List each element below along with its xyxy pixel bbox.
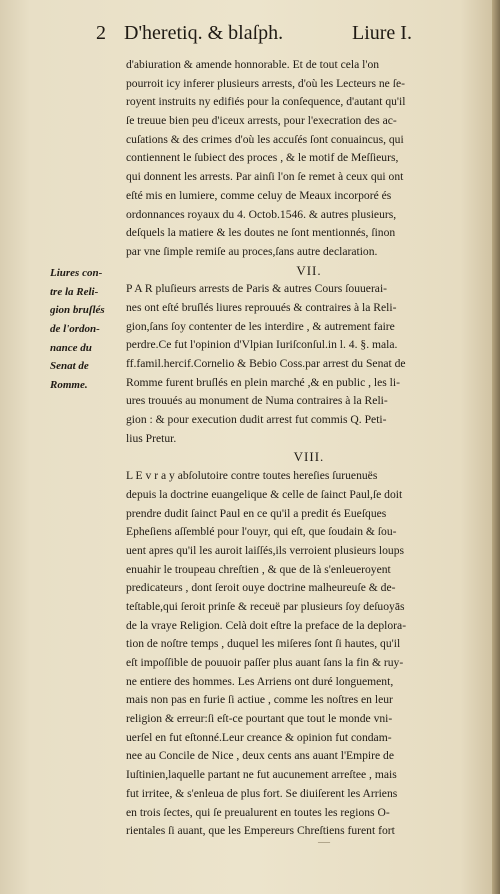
margin-note-line: Senat de xyxy=(50,360,89,373)
text-line: eſt impoſſible de pouuoir paſſer plus auant ſans la fin & ruy- xyxy=(126,656,404,669)
text-line: rientales ſi auant, que les Empereurs Chreſtiens furent fort xyxy=(126,824,395,838)
text-line: lius Pretur. xyxy=(126,431,177,445)
margin-note xyxy=(50,264,124,395)
text-line: enuahir le troupeau chreſtien , & que de là s'enleueroyent xyxy=(126,562,391,576)
text-line: deſquels la matiere & les doutes ne ſont mentionnés, ſinon xyxy=(126,226,396,240)
text-line: teſtable,qui ſeroit prinſe & receuë par plusieurs ſoy deſuoyās xyxy=(126,599,405,613)
text-line: en trois ſectes, qui ſe preualurent en toutes les regions O- xyxy=(126,805,390,819)
section-number: VIII. xyxy=(293,449,325,465)
text-line: d'abiuration & amende honnorable. Et de tout cela l'on xyxy=(126,58,380,71)
text-line: ſe treuue bien peu d'iceux arrests, pour l'execration des ac- xyxy=(126,114,397,128)
text-line: contiennent le ſubiect des proces , & le motif de Meſſieurs, xyxy=(126,151,399,165)
text-line: Iuſtinien,laquelle partant ne fut aucunement arreſtee , mais xyxy=(126,768,397,782)
margin-note-line: de l'ordon- xyxy=(50,323,100,336)
text-line: depuis la doctrine euangelique & celle de ſainct Paul,ſe doit xyxy=(126,487,403,501)
running-title: D'heretiq. & blaſph. xyxy=(124,22,284,44)
page-edge xyxy=(492,0,500,894)
margin-note-line: gion bruſlés xyxy=(50,304,105,317)
text-line: L E v r a y abſolutoire contre toutes hereſies ſuruenuës xyxy=(126,469,378,483)
text-line: predicateurs , dont ſeroit ouye doctrine malheureuſe & de- xyxy=(126,581,396,595)
margin-note-line: nance du xyxy=(50,341,92,354)
text-line: tion de noſtre temps , duquel les miſeres ſont ſi hautes, qu'il xyxy=(126,637,401,651)
text-line: pourroit icy inferer plusieurs arrests, d'où les Lecteurs ne ſe- xyxy=(126,76,405,90)
margin-note-line: Romme. xyxy=(50,379,88,392)
text-line: mais non pas en furie ſi actiue , comme les noſtres en leur xyxy=(126,693,393,707)
text-line: nes ont eſté bruſlés liures reprouués & contraires à la Reli- xyxy=(126,300,397,314)
text-line: ures trouués au monument de Numa contraires à la Reli- xyxy=(126,394,388,408)
running-header xyxy=(96,22,436,48)
text-line: nee au Concile de Nice , deux cents ans auant l'Empire de xyxy=(126,749,394,763)
text-line: gion : & pour execution dudit arrest fut commis Q. Peti- xyxy=(126,413,387,427)
page-number: 2 xyxy=(96,22,106,44)
text-line: ff.famil.hercif.Cornelio & Bebio Coss.par arrest du Senat de xyxy=(126,357,406,370)
margin-note-line: tre la Reli- xyxy=(50,285,99,298)
text-line: fut irritee, & s'enleua de plus fort. Se diuiſerent les Arriens xyxy=(126,786,398,800)
text-line: Romme furent bruſlés en plein marché ,& en public , les li- xyxy=(126,375,400,389)
text-line: Epheſiens aſſemblé pour l'ouyr, qui eſt, que ſoudain & ſou- xyxy=(126,525,397,539)
text-line: perdre.Ce fut l'opinion d'Vlpian Iuriſconſul.in l. 4. §. mala. xyxy=(126,338,398,352)
text-line: royent instruits ny edifiés pour la conſequence, d'autant qu'il xyxy=(126,95,406,109)
text-line: gion,ſans ſoy contenter de les interdire , & autrement faire xyxy=(126,319,395,333)
text-line: religion & erreur:ſi eſt-ce pourtant que tout le monde vni- xyxy=(126,712,393,726)
section-number: VII. xyxy=(296,262,322,278)
text-line: P A R pluſieurs arrests de Paris & autres Cours ſouuerai- xyxy=(126,282,388,296)
text-line: par vne ſimple remiſe au proces,ſans autre declaration. xyxy=(126,244,378,258)
text-line: ordonnances royaux du 4. Octob.1546. & autres plusieurs, xyxy=(126,207,397,221)
text-line: prendre dudit ſainct Paul en ce qu'il a predit és Eueſques xyxy=(126,506,387,520)
text-line: ne entiere des hommes. Les Arriens ont duré longuement, xyxy=(126,674,394,688)
body-text xyxy=(126,56,492,841)
text-line: uent apres qu'il les auroit laiſſés,ils verroient plusieurs loups xyxy=(126,543,405,557)
text-line: eſté mis en lumiere, comme celuy de Meaux incorporé és xyxy=(126,188,392,202)
text-line: uerſel en fut eſtonné.Leur creance & opinion fut condam- xyxy=(126,730,392,744)
text-line: cuſations & des crimes d'où les accuſés ſont conuaincus, qui xyxy=(126,132,404,146)
text-line: de la vraye Religion. Celà doit eſtre la preface de la deplora- xyxy=(126,618,407,632)
text-line: qui donnent les arrests. Par ainſi l'on ſe remet à ceux qui ont xyxy=(126,170,404,184)
footer-mark: — xyxy=(318,834,330,848)
book-label: Liure I. xyxy=(352,22,412,44)
margin-note-line: Liures con- xyxy=(50,267,103,279)
